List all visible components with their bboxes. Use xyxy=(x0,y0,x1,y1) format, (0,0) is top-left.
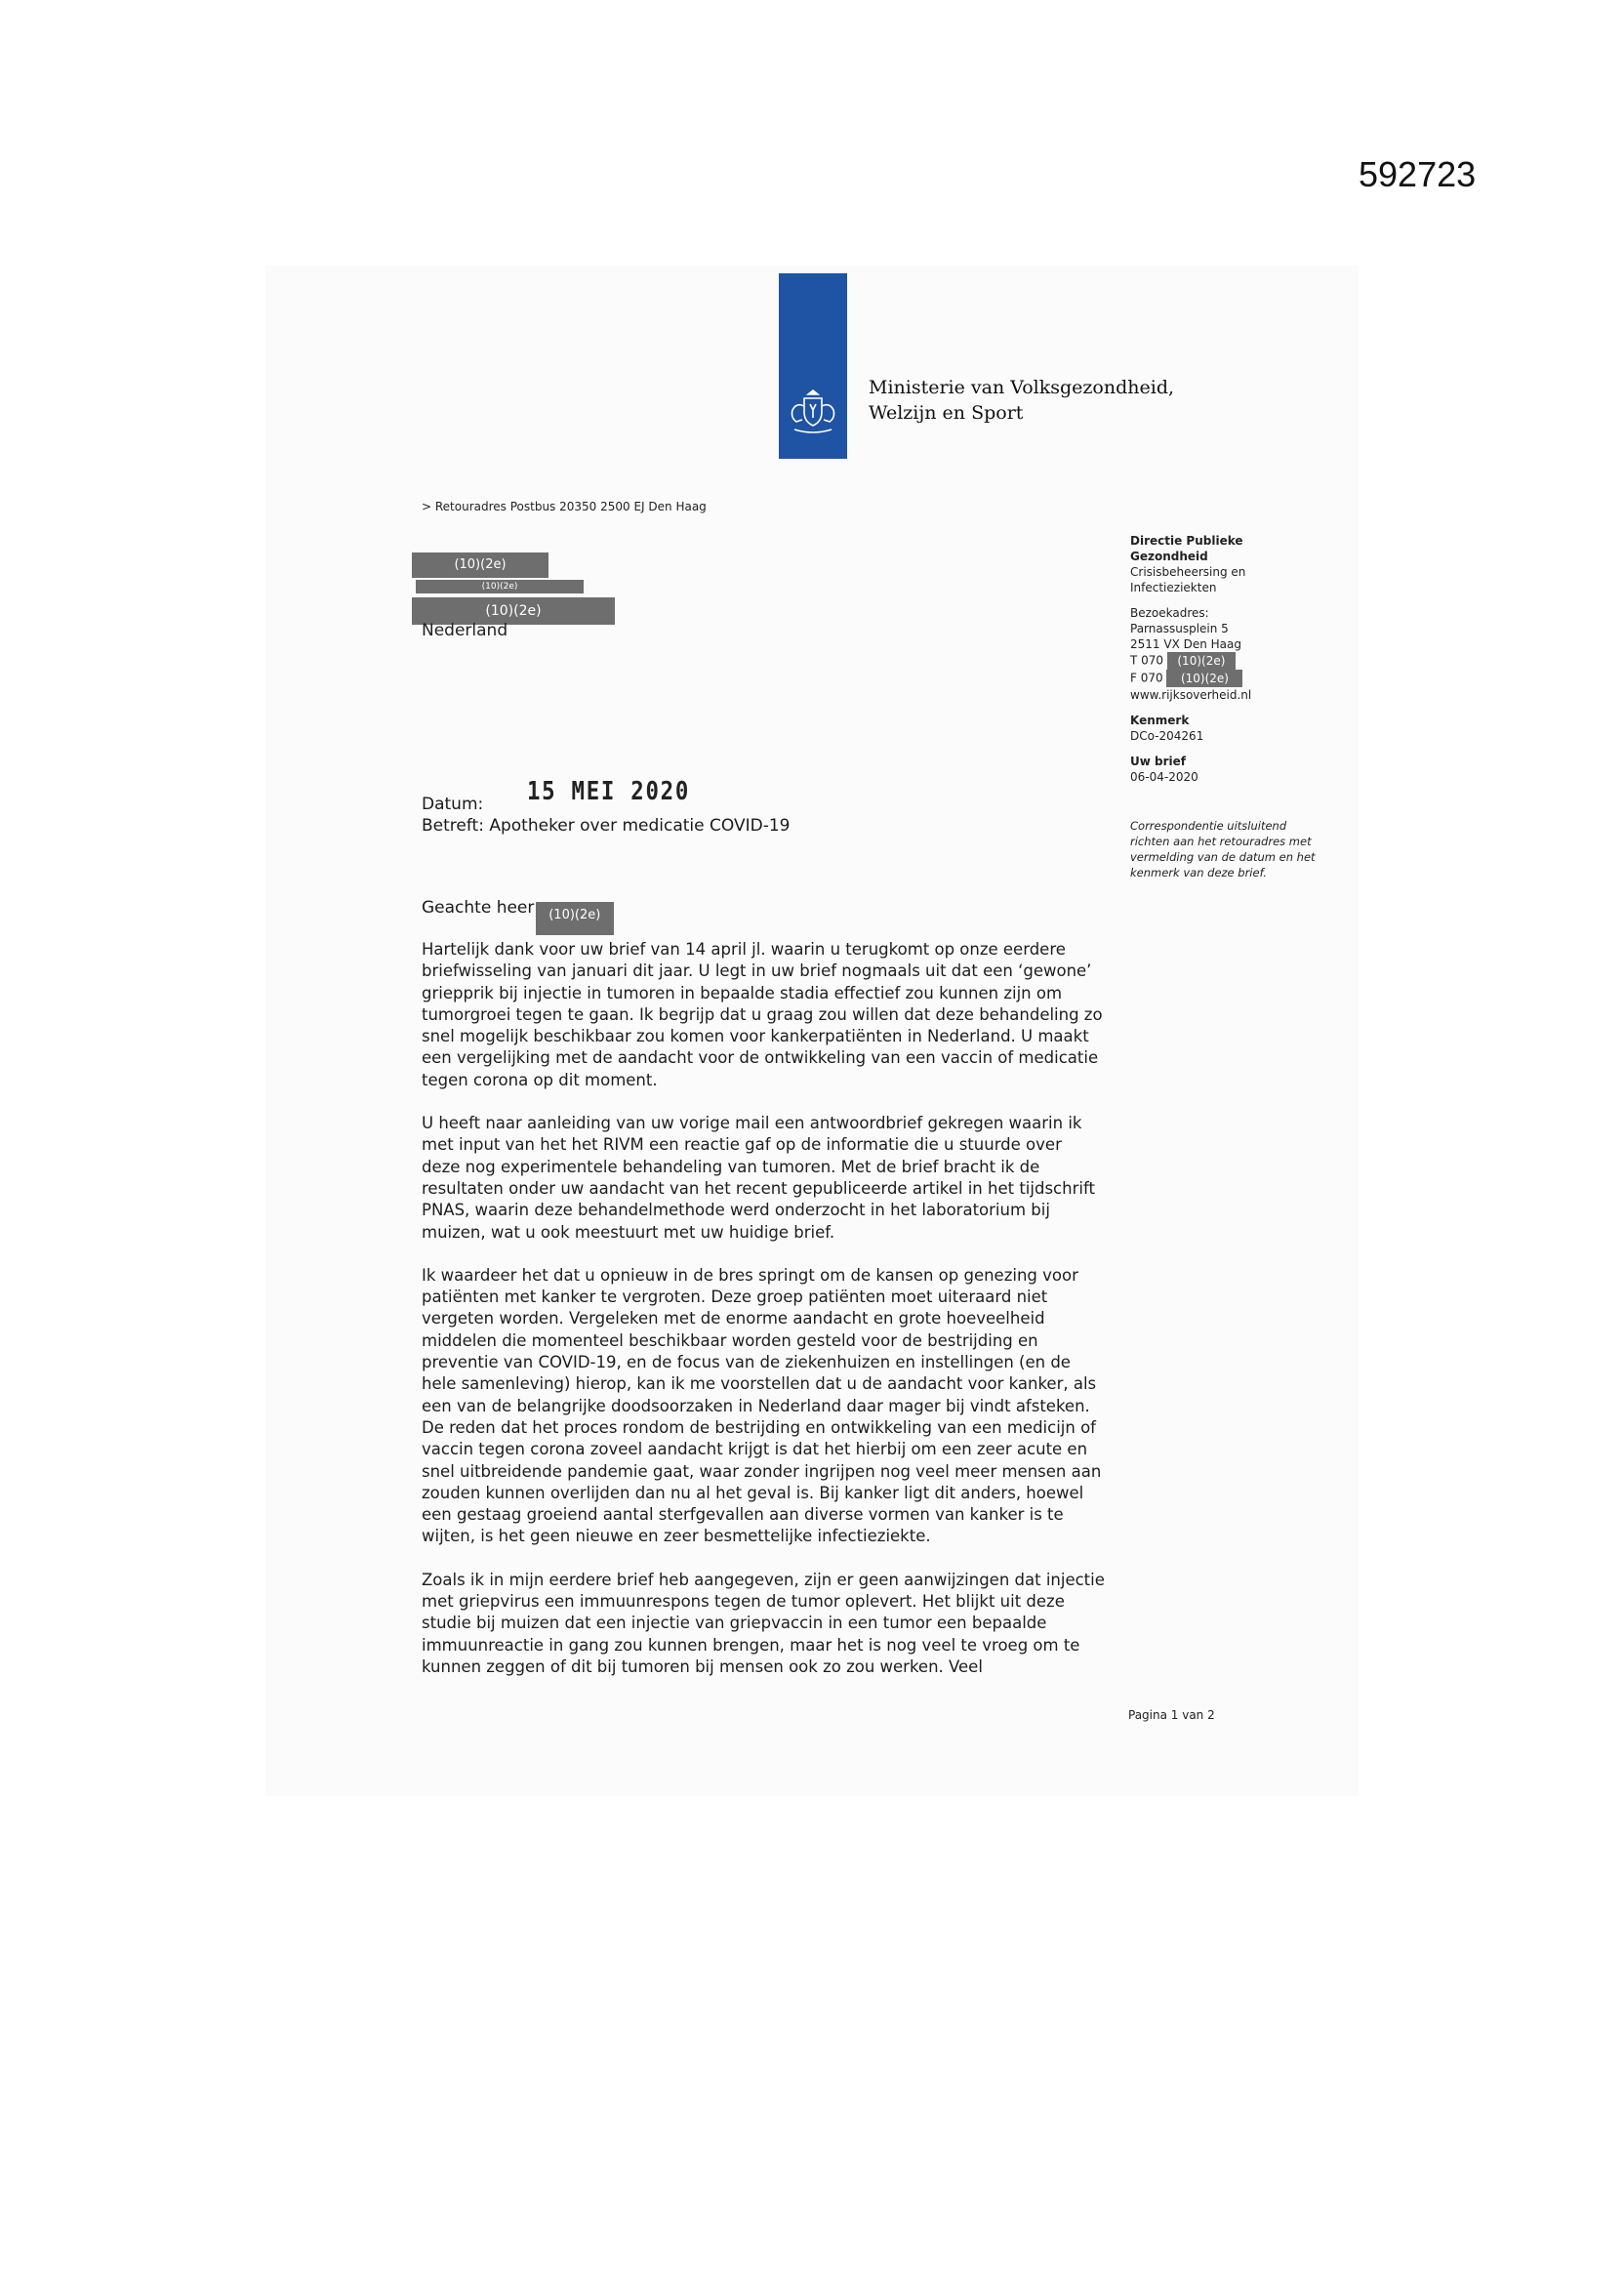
website: www.rijksoverheid.nl xyxy=(1130,688,1252,702)
redaction-code: (10)(2e) xyxy=(485,603,542,619)
redaction-code: (10)(2e) xyxy=(1177,654,1226,668)
salutation-text: Geachte heer xyxy=(422,898,535,918)
redacted-recipient-street xyxy=(416,580,584,593)
body-paragraph-2: U heeft naar aanleiding van uw vorige mail een antwoordbrief gekregen waarin ik met input van het het RIVM een reactie gaf op de informatie die u stuurde over deze nog experimentele behandeling van tumoren. Met de brief bracht ik de resultaten onder uw aandacht van het recent gepubliceerde artikel in het tijdschrift PNAS, waarin deze behandelmethode werd onderzocht in het laboratorium bij muizen, wat u ook meestuurt met uw huidige brief. xyxy=(422,1114,1095,1242)
ministry-logo xyxy=(779,273,847,459)
coat-of-arms-icon xyxy=(787,388,839,435)
salutation xyxy=(422,898,614,935)
redaction-code: (10)(2e) xyxy=(454,557,507,572)
department-name: Directie Publieke Gezondheid xyxy=(1130,534,1243,563)
phone-prefix: T 070 xyxy=(1130,653,1164,668)
redacted-phone xyxy=(1167,652,1236,670)
letter-body xyxy=(422,939,1105,1699)
recipient-country: Nederland xyxy=(422,621,508,640)
page-number: Pagina 1 van 2 xyxy=(1128,1708,1215,1722)
fax-prefix: F 070 xyxy=(1130,671,1163,685)
redacted-salutation-name xyxy=(536,902,614,935)
redacted-recipient-name xyxy=(412,552,548,578)
correspondence-note: Correspondentie uitsluitend richten aan het retouradres met vermelding van de datum en het kenmerk van deze brief. xyxy=(1130,819,1316,879)
document-number: 592723 xyxy=(1359,154,1477,194)
visit-street: Parnassusplein 5 xyxy=(1130,622,1229,635)
phone-line xyxy=(1130,652,1316,670)
fax-line xyxy=(1130,670,1316,687)
letter-sidebar xyxy=(1130,533,1316,880)
visit-city: 2511 VX Den Haag xyxy=(1130,637,1241,651)
subdivision-name: Crisisbeheersing en Infectieziekten xyxy=(1130,565,1246,594)
visit-address-label: Bezoekadres: xyxy=(1130,606,1209,620)
kenmerk-value: DCo-204261 xyxy=(1130,729,1204,743)
kenmerk-label: Kenmerk xyxy=(1130,714,1190,727)
redaction-code: (10)(2e) xyxy=(1180,672,1229,685)
date-label: Datum: xyxy=(422,795,484,814)
redaction-code: (10)(2e) xyxy=(481,582,518,592)
date-stamp: 15 MEI 2020 xyxy=(527,777,691,806)
ministry-line-2: Welzijn en Sport xyxy=(869,402,1024,424)
body-paragraph-4: Zoals ik in mijn eerdere brief heb aangegeven, zijn er geen aanwijzingen dat injectie met griepvirus een immuunrespons tegen de tumor oplevert. Het blijkt uit deze studie bij muizen dat een injectie van griepvaccin in een tumor een bepaalde immuunreactie in gang zou kunnen brengen, maar het is nog veel te vroeg om te kunnen zeggen of dit bij tumoren bij mensen ook zo zou werken. Veel xyxy=(422,1570,1105,1676)
uw-brief-label: Uw brief xyxy=(1130,755,1186,768)
body-paragraph-3: Ik waardeer het dat u opnieuw in de bres springt om de kansen op genezing voor patiënten met kanker te vergroten. Deze groep patiënten moet uiteraard niet vergeten worden. Vergeleken met de enorme aandacht en grote hoeveelheid middelen die momenteel beschikbaar worden gesteld voor de bestrijding en preventie van COVID-19, en de focus van de ziekenhuizen en instellingen (en de hele samenleving) hierop, kan ik me voorstellen dat u de aandacht voor kanker, als een van de belangrijke doodsoorzaken in Nederland daar mager bij vindt afsteken. De reden dat het proces rondom de bestrijding en ontwikkeling van een medicijn of vaccin tegen corona zoveel aandacht krijgt is dat het hierbij om een zeer acute en snel uitbreidende pandemie gaat, waar zonder ingrijpen nog veel meer mensen aan zouden kunnen overlijden dan nu al het geval is. Bij kanker ligt dit anders, hoewel een gestaag groeiend aantal sterfgevallen aan diverse vormen van kanker is te wijten, is het geen nieuwe en zeer besmettelijke infectieziekte. xyxy=(422,1265,1102,1546)
redaction-code: (10)(2e) xyxy=(548,908,601,922)
ministry-name xyxy=(869,375,1174,426)
body-paragraph-1: Hartelijk dank voor uw brief van 14 april jl. waarin u terugkomt op onze eerdere briefwisseling van januari dit jaar. U legt in uw brief nogmaals uit dat een ‘gewone’ griepprik bij injectie in tumoren in bepaalde stadia effectief zou kunnen zijn om tumorgroei tegen te gaan. Ik begrijp dat u graag zou willen dat deze behandeling zo snel mogelijk beschikbaar zou komen voor kankerpatiënten in Nederland. U maakt een vergelijking met de aandacht voor de ontwikkeling van een vaccin of medicatie tegen corona op dit moment. xyxy=(422,940,1103,1089)
uw-brief-value: 06-04-2020 xyxy=(1130,770,1198,784)
ministry-line-1: Ministerie van Volksgezondheid, xyxy=(869,377,1175,398)
return-address: > Retouradres Postbus 20350 2500 EJ Den Haag xyxy=(422,500,707,513)
subject-line: Betreft: Apotheker over medicatie COVID-19 xyxy=(422,816,791,836)
redacted-fax xyxy=(1166,670,1242,687)
